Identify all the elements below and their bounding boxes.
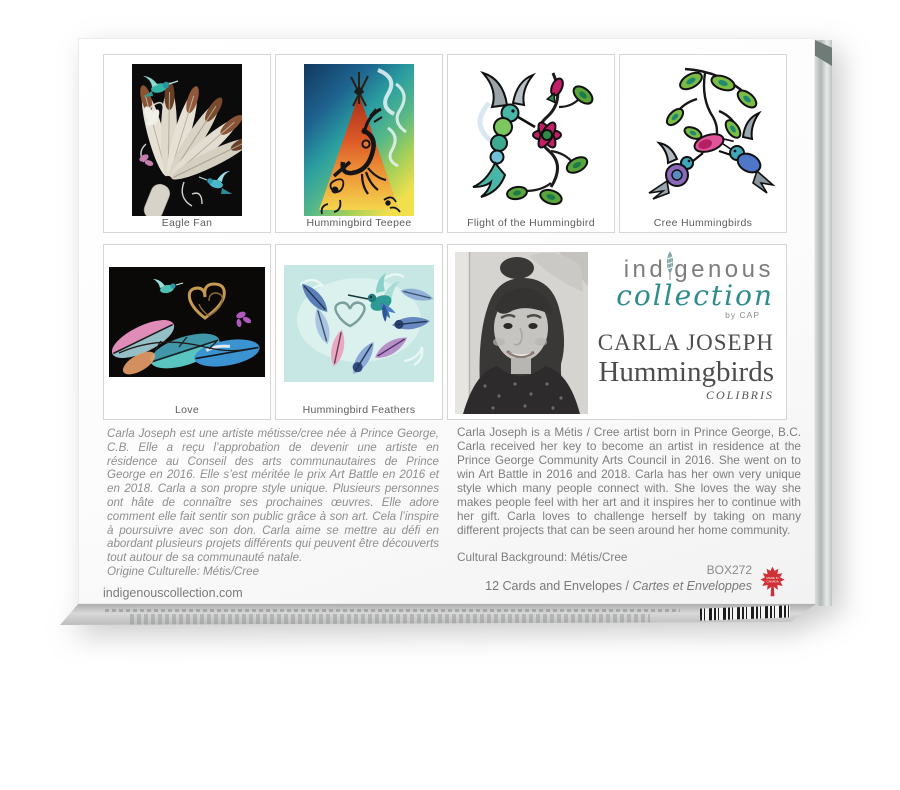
brand-word-part1: ind [623,256,667,283]
series-title: Hummingbirds [598,356,774,388]
barcode [700,605,790,620]
love-artwork-image [109,267,265,377]
artwork-caption: Love [175,404,199,416]
box-contents-label [485,578,752,594]
flight-of-the-hummingbird-artwork-image [455,59,607,211]
artwork-card-cree-hummingbirds [619,54,787,233]
brand-byline: by CAP [725,310,760,320]
box-front-face [78,38,815,604]
maple-leaf-icon [759,563,786,601]
artwork-caption: Flight of the Hummingbird [467,217,595,229]
artwork-card-hummingbird-feathers [275,244,443,420]
product-sku: BOX272 [706,563,752,577]
box-side-edge [815,40,832,606]
artwork-caption: Cree Hummingbirds [653,217,753,229]
contents-french: Cartes et Enveloppes [632,579,752,593]
brand-word-collection: collection [616,279,774,312]
bio-english-text: Carla Joseph is a Métis / Cree artist born in Prince George, B.C. Carla received her key to become an artist in residence at the Prince George Community Arts Council in 2016. She went on to win Art Battle in 2016 and 2018. Carla has her own very unique style which many people connect with. She loves the way she makes people feel with her art and it inspires her to continue with her gift. Carla loves to challenge herself by taking on many different projects that can be seen around her home community. [457,425,801,537]
fine-print-line [130,614,650,790]
artwork-card-eagle-fan [103,54,271,233]
fine-print-line [105,609,680,612]
artist-name: CARLA JOSEPH [597,330,774,355]
eagle-fan-artwork-image [132,64,242,216]
artwork-caption: Hummingbird Teepee [306,217,412,229]
website-url: indigenouscollection.com [103,586,243,600]
artist-photo [455,252,588,414]
artist-bio-french [107,427,439,579]
artwork-caption: Hummingbird Feathers [302,404,416,416]
cultural-background-english: Cultural Background: Métis/Cree [457,550,628,564]
made-in-label: MADE IN [766,576,779,581]
cree-hummingbirds-artwork-image [627,59,779,211]
brand-word-part2: genous [674,256,774,283]
footer-product-info [485,563,786,601]
canada-label: CANADA [766,579,779,584]
bio-french-text: Carla Joseph est une artiste métisse/cree née à Prince George, C.B. Elle a reçu l’approbation de devenir une artiste en résidence au Conseil des arts communautaires de Prince George en 2016. Elle s’est méritée le prix Art Battle en 2016 et en 2018. Carla a son propre style unique. Plusieurs personnes ont hâte de connaître ses prochaines œuvres. Elle adore comment elle fait sentir son public grâce à son art. Cela l’inspire à poursuivre avec son don. Carla aime se mettre au défi en abordant plusieurs projets différents qui peuvent être découverts tout autour de sa communauté natale. [107,427,439,565]
hummingbird-teepee-artwork-image [304,64,414,216]
box-bottom-edge [60,604,816,625]
hummingbird-feathers-artwork-image [284,265,434,382]
contents-english: 12 Cards and Envelopes / [485,579,633,593]
brand-info [596,251,774,415]
artist-brand-panel [447,244,787,420]
artwork-card-flight-of-the-hummingbird [447,54,615,233]
card-box [58,36,838,632]
cultural-origin-french: Origine Culturelle: Métis/Cree [107,564,260,578]
artist-bio-english [457,425,801,564]
artwork-card-hummingbird-teepee [275,54,443,233]
series-title-french: COLIBRIS [706,388,774,402]
artwork-caption: Eagle Fan [161,217,213,229]
artwork-card-love [103,244,271,420]
